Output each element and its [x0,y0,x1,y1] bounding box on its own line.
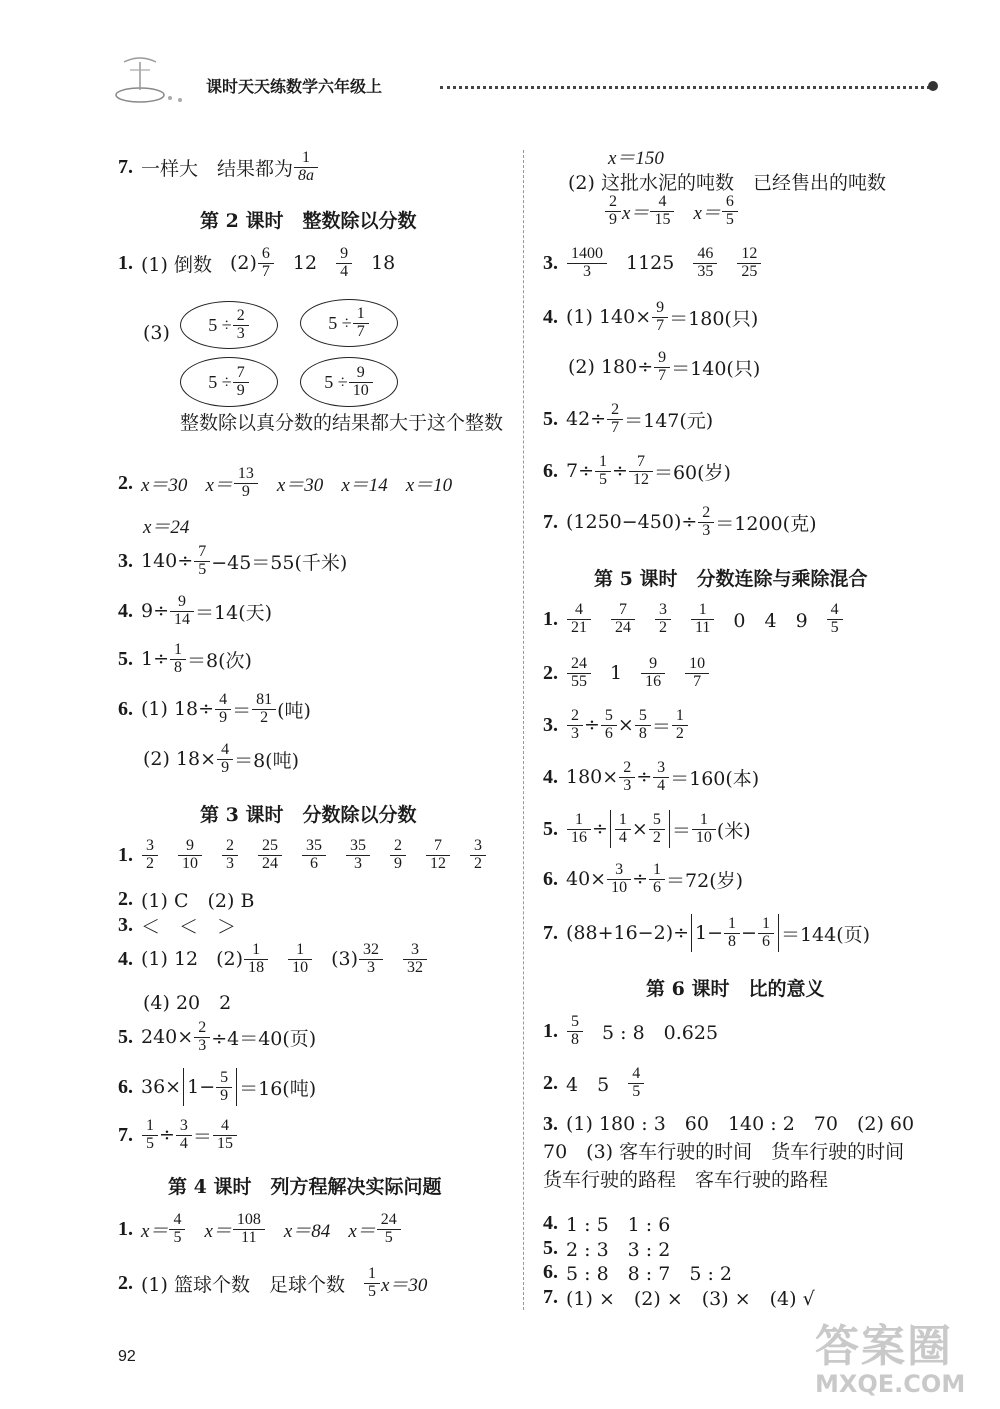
q-num: 2. [118,471,133,494]
expr: ＝72(岁) [666,869,744,892]
answer-text: (3) [331,948,358,971]
s5-answer-5 [543,810,751,848]
expr: x＝84 [283,1220,331,1242]
answer-text: (1) 倒数 [141,253,212,276]
answer-text: (2) [216,948,244,971]
q-num: 6. [118,697,133,720]
fraction: $\frac{2}{3}$ [621,760,633,795]
expr: x＝ [693,202,721,224]
fraction: $\frac{46}{35}$ [695,246,715,281]
fraction: $\frac{32}{3}$ [361,942,381,977]
answer-value: x＝14 [341,474,388,496]
fraction: $\frac{9}{14}$ [172,594,192,629]
expr: (米) [716,819,751,842]
fraction: $\frac{5}{8}$ [569,1014,581,1049]
s3-answer-2 [118,886,254,913]
circled-expression: 5 ÷ $\frac{9}{10}$ [300,357,398,407]
expr: 40× [566,868,607,891]
fraction: $\frac{4}{5}$ [829,602,841,637]
header-sketch-icon [110,50,200,110]
q-num: 1. [543,1019,558,1042]
answer-value: 18 [371,252,396,275]
expr: ÷ [612,460,628,483]
fraction: $\frac{108}{11}$ [235,1212,263,1247]
fraction: $\frac{1}{10}$ [694,812,714,847]
section-title-4: 第 4 课时 列方程解决实际问题 [168,1176,442,1198]
fraction: $\frac{3}{4}$ [655,760,667,795]
fraction: $\frac{4}{21}$ [569,602,589,637]
fraction: $\frac{1}{5}$ [366,1266,378,1301]
q-num: 4. [543,765,558,788]
answer-text: 4 5 [566,1073,610,1096]
s2-answer-5 [118,642,252,677]
fraction: $\frac{5}{6}$ [603,708,615,743]
bracket: 1− $\frac{1}{8}$ − $\frac{1}{6}$ [691,914,779,952]
s3-answer-1 [118,838,487,873]
expr: (1250−450)÷ [566,511,698,534]
r-answer-4b [568,350,760,385]
s6-answer-6 [543,1259,732,1286]
expr: ＝ [651,715,671,738]
q-num: 5. [543,407,558,430]
expr: ＝144(页) [780,923,871,946]
q-num: 3. [118,549,133,572]
s2-answer-4 [118,594,272,629]
fraction: $\frac{2}{7}$ [609,402,621,437]
answer-value: x＝ [205,474,233,496]
s3-answer-3 [118,912,236,939]
fraction: $\frac{2}{3}$ [196,1020,208,1055]
section-title-5: 第 5 课时 分数连除与乘除混合 [594,568,868,590]
q-num: 1. [118,1217,133,1240]
expr: (2) 180÷ [568,356,654,379]
answer-text: ＜ ＜ ＞ [141,916,237,938]
expr: ＝ [671,819,691,842]
fraction: $\frac{1400}{3}$ [569,246,605,281]
q-num: 6. [543,1261,558,1283]
r-answer-5 [543,402,713,437]
fraction: $\frac{1}{5}$ [597,454,609,489]
answer-value: 1 [610,662,623,685]
fraction: $\frac{1}{8}$ [172,642,184,677]
expr: 140÷ [141,550,194,573]
fraction: $\frac{3}{10}$ [609,862,629,897]
fraction: $\frac{81}{2}$ [254,692,274,727]
header-dot [928,81,938,91]
expr: (88+16−2)÷ [566,922,690,944]
header-dotted-rule [440,86,930,89]
s3-answer-6 [118,1068,316,1106]
watermark-text: 答案圈 [815,1321,953,1372]
expr: ＝160(本) [670,767,760,790]
s5-answer-3 [543,708,689,743]
s4-answer-1 [118,1212,402,1247]
s2-answer-2 [118,466,452,501]
expr: 36× [141,1076,182,1098]
fraction: $\frac{9}{7}$ [654,300,666,335]
fraction: $\frac{3}{32}$ [405,942,425,977]
answer-value: x＝30 [276,474,324,496]
expr: −45＝55(千米) [211,551,348,574]
fraction: $\frac{24}{55}$ [569,656,589,691]
s6-answer-1 [543,1014,718,1049]
s2-answer-6a [118,692,311,727]
s6-answer-7 [543,1284,815,1311]
fraction: $\frac{7}{5}$ [196,544,208,579]
answer-value: 0 4 9 [733,609,808,632]
expr: 1÷ [141,648,170,671]
s4-answer-2 [118,1266,427,1301]
expr: x＝ [348,1220,376,1242]
expr: ÷ [636,766,653,789]
expr: 9÷ [141,600,170,623]
expr: x＝30 [380,1274,428,1296]
fraction: $\frac{9}{7}$ [656,350,668,385]
expr: ＝147(元) [624,409,714,432]
answer-text: 1 : 5 1 : 6 [566,1214,671,1236]
answer-text: (4) 20 2 [143,992,232,1014]
q-num: 4. [118,947,133,970]
answer-text: (1) 篮球个数 足球个数 [141,1273,345,1296]
s5-answer-2 [543,656,710,691]
fraction: $\frac{4}{15}$ [652,194,672,229]
fraction: $\frac{2}{3}$ [224,838,236,873]
fraction: $\frac{2}{3}$ [569,708,581,743]
fraction: $\frac{1}{16}$ [569,812,589,847]
s5-answer-1 [543,602,844,637]
fraction: $\frac{3}{4}$ [178,1118,190,1153]
fraction: $\frac{4}{5}$ [171,1212,183,1247]
q-num: 5. [118,647,133,670]
r-answer-7 [543,505,816,540]
expr: (1) 18÷ [141,698,215,721]
answer-value: 12 [292,252,318,275]
q-num: 6. [118,1075,133,1098]
fraction: $\frac{9}{4}$ [338,246,350,281]
expr: (2) 18× [143,748,217,771]
circled-expression: 5 ÷ $\frac{7}{9}$ [180,357,278,407]
expr: (吨) [277,699,311,722]
fraction: $\frac{35}{3}$ [348,838,368,873]
answer-7 [118,150,319,185]
expr: ＝140(只) [671,357,761,380]
q-num: 7. [543,921,558,944]
fraction: $\frac{1}{11}$ [693,602,712,637]
expr: 42÷ [566,408,607,431]
r-answer-6 [543,454,731,489]
expr: 240× [141,1026,194,1049]
s6-answer-2 [543,1066,645,1101]
expr: ÷4＝40(页) [211,1027,317,1050]
q-num: 2. [543,661,558,684]
q-num: 5. [118,1025,133,1048]
answer-text: (1) C (2) B [141,890,255,912]
fraction: $\frac{4}{9}$ [217,692,229,727]
answer-text: (2) [229,252,257,275]
q-num: 7. [543,1286,558,1308]
q-num: 4. [118,599,133,622]
watermark-url: MXQE.COM [815,1370,966,1398]
fraction: $\frac{2}{9}$ [392,838,404,873]
expr: ÷ [584,714,600,737]
s2-answer-1 [118,246,395,281]
answer-text: (1) 180 : 3 60 140 : 2 70 (2) 60 70 (3) 客车行驶的时间 货车行驶的时间 货车行驶的路程 客车行驶的路程 [543,1113,934,1191]
s6-answer-3 [543,1110,938,1194]
header [110,50,940,110]
r-answer-4a [543,300,758,335]
bracket: $\frac{1}{4}$ × $\frac{5}{2}$ [610,810,670,848]
expr: x＝ [204,1220,232,1242]
fraction: $\frac{25}{24}$ [260,838,280,873]
fraction: $\frac{6}{5}$ [724,194,736,229]
s5-answer-6 [543,862,743,897]
q-num: 7. [118,1123,133,1146]
fraction: $\frac{4}{9}$ [219,742,231,777]
answer-value: x＝150 [608,148,664,169]
column-divider [523,150,524,1310]
q-num: 6. [543,867,558,890]
q-num: 3. [118,914,133,936]
fraction: $\frac{2}{3}$ [700,505,712,540]
fraction: $\frac{3}{2}$ [472,838,484,873]
expr: ＝14(天) [195,601,273,624]
expr: ＝1200(克) [715,512,817,535]
expr: (1) 140× [566,306,652,329]
watermark [815,1310,995,1405]
answer-text: 5 : 8 0.625 [602,1021,719,1044]
q-num: 1. [118,843,133,866]
q-num: 1. [118,251,133,274]
answer-text: (1) × (2) × (3) × (4) √ [566,1288,815,1310]
fraction: $\frac{2}{9}$ [607,194,619,229]
fraction: $\frac{1}{6}$ [651,862,663,897]
q-num: 5. [543,1237,558,1259]
q-num: 4. [543,1212,558,1234]
s2-note: 整数除以真分数的结果都大于这个整数 [180,412,504,434]
s3-answer-5 [118,1020,316,1055]
fraction: $\frac{4}{15}$ [215,1118,235,1153]
expr: × [617,714,634,737]
q-num: 7. [118,155,133,178]
expr: ÷ [159,1124,175,1147]
s5-answer-7 [543,914,870,952]
fraction: $\frac{10}{7}$ [687,656,707,691]
fraction: $\frac{9}{16}$ [643,656,663,691]
fraction: $\frac{3}{2}$ [657,602,669,637]
answer-text: 5 : 8 8 : 7 5 : 2 [566,1263,732,1285]
r-answer-2b-eq [604,194,739,229]
section-title-3: 第 3 课时 分数除以分数 [200,804,417,826]
s6-answer-4 [543,1210,670,1237]
fraction: $\frac{1}{5}$ [144,1118,156,1153]
expr: x＝ [622,202,650,224]
fraction: $\frac{7}{24}$ [613,602,633,637]
q-num: 2. [118,888,133,910]
fraction: $\frac{3}{2}$ [144,838,156,873]
q-num: 2. [118,1271,133,1294]
expr: x＝ [141,1220,169,1242]
fraction: $\frac{13}{9}$ [236,466,256,501]
s2-part3-label: (3) [143,322,170,344]
expr: ＝8(次) [187,649,252,672]
q-num: 2. [543,1071,558,1094]
s2-answer-3 [118,544,347,579]
expr: ＝8(吨) [234,749,299,772]
fraction: $\frac{1}{8a}$ [296,150,316,185]
expr: ＝ [192,1125,212,1148]
fraction: $\frac{6}{7}$ [260,246,272,281]
q-num: 3. [543,1113,558,1135]
answer-value: x＝24 [143,517,190,538]
fraction: $\frac{4}{5}$ [630,1066,642,1101]
q-num: 3. [543,713,558,736]
expr: ＝180(只) [669,307,759,330]
fraction: $\frac{35}{6}$ [304,838,324,873]
q-num: 5. [543,817,558,840]
section-title-6: 第 6 课时 比的意义 [646,978,825,1000]
circled-expression: 5 ÷ $\frac{1}{7}$ [300,299,398,347]
section-title-2: 第 2 课时 整数除以分数 [200,210,417,232]
fraction: $\frac{24}{5}$ [379,1212,399,1247]
answer-value: 1125 [626,252,675,275]
answer-value: x＝30 [141,474,188,496]
answer-text: 一样大 结果都为 [141,157,294,180]
fraction: $\frac{1}{2}$ [674,708,686,743]
answer-text: (1) 12 [141,948,199,971]
q-num: 3. [543,251,558,274]
q-num: 1. [543,607,558,630]
page-number: 92 [118,1348,136,1365]
expr: ÷ [632,868,649,891]
fraction: $\frac{7}{12}$ [631,454,651,489]
expr: ＝ [232,699,252,722]
expr: ＝16(吨) [239,1077,317,1100]
circled-expression: 5 ÷ $\frac{2}{3}$ [180,301,278,349]
fraction: $\frac{7}{12}$ [428,838,448,873]
s6-answer-5 [543,1235,670,1262]
s5-answer-4 [543,760,759,795]
fraction: $\frac{1}{18}$ [246,942,266,977]
bracket: 1− $\frac{5}{9}$ [183,1068,237,1106]
answer-value: x＝10 [405,474,453,496]
fraction: $\frac{9}{10}$ [180,838,200,873]
fraction: $\frac{12}{25}$ [739,246,759,281]
expr: 7÷ [566,460,595,483]
header-title: 课时天天练数学六年级上 [206,77,383,96]
s3-answer-7 [118,1118,238,1153]
q-num: 4. [543,305,558,328]
fraction: $\frac{1}{10}$ [290,942,310,977]
expr: 180× [566,766,619,789]
s3-answer-4 [118,942,428,977]
answer-text: 2 : 3 3 : 2 [566,1239,671,1261]
q-num: 7. [543,510,558,533]
fraction: $\frac{5}{8}$ [637,708,649,743]
q-num: 6. [543,459,558,482]
s2-answer-6b [143,742,299,777]
r-answer-3 [543,246,762,281]
expr: ÷ [592,818,608,840]
answer-text: (2) 这批水泥的吨数 已经售出的吨数 [568,172,886,194]
expr: ＝60(岁) [653,461,731,484]
